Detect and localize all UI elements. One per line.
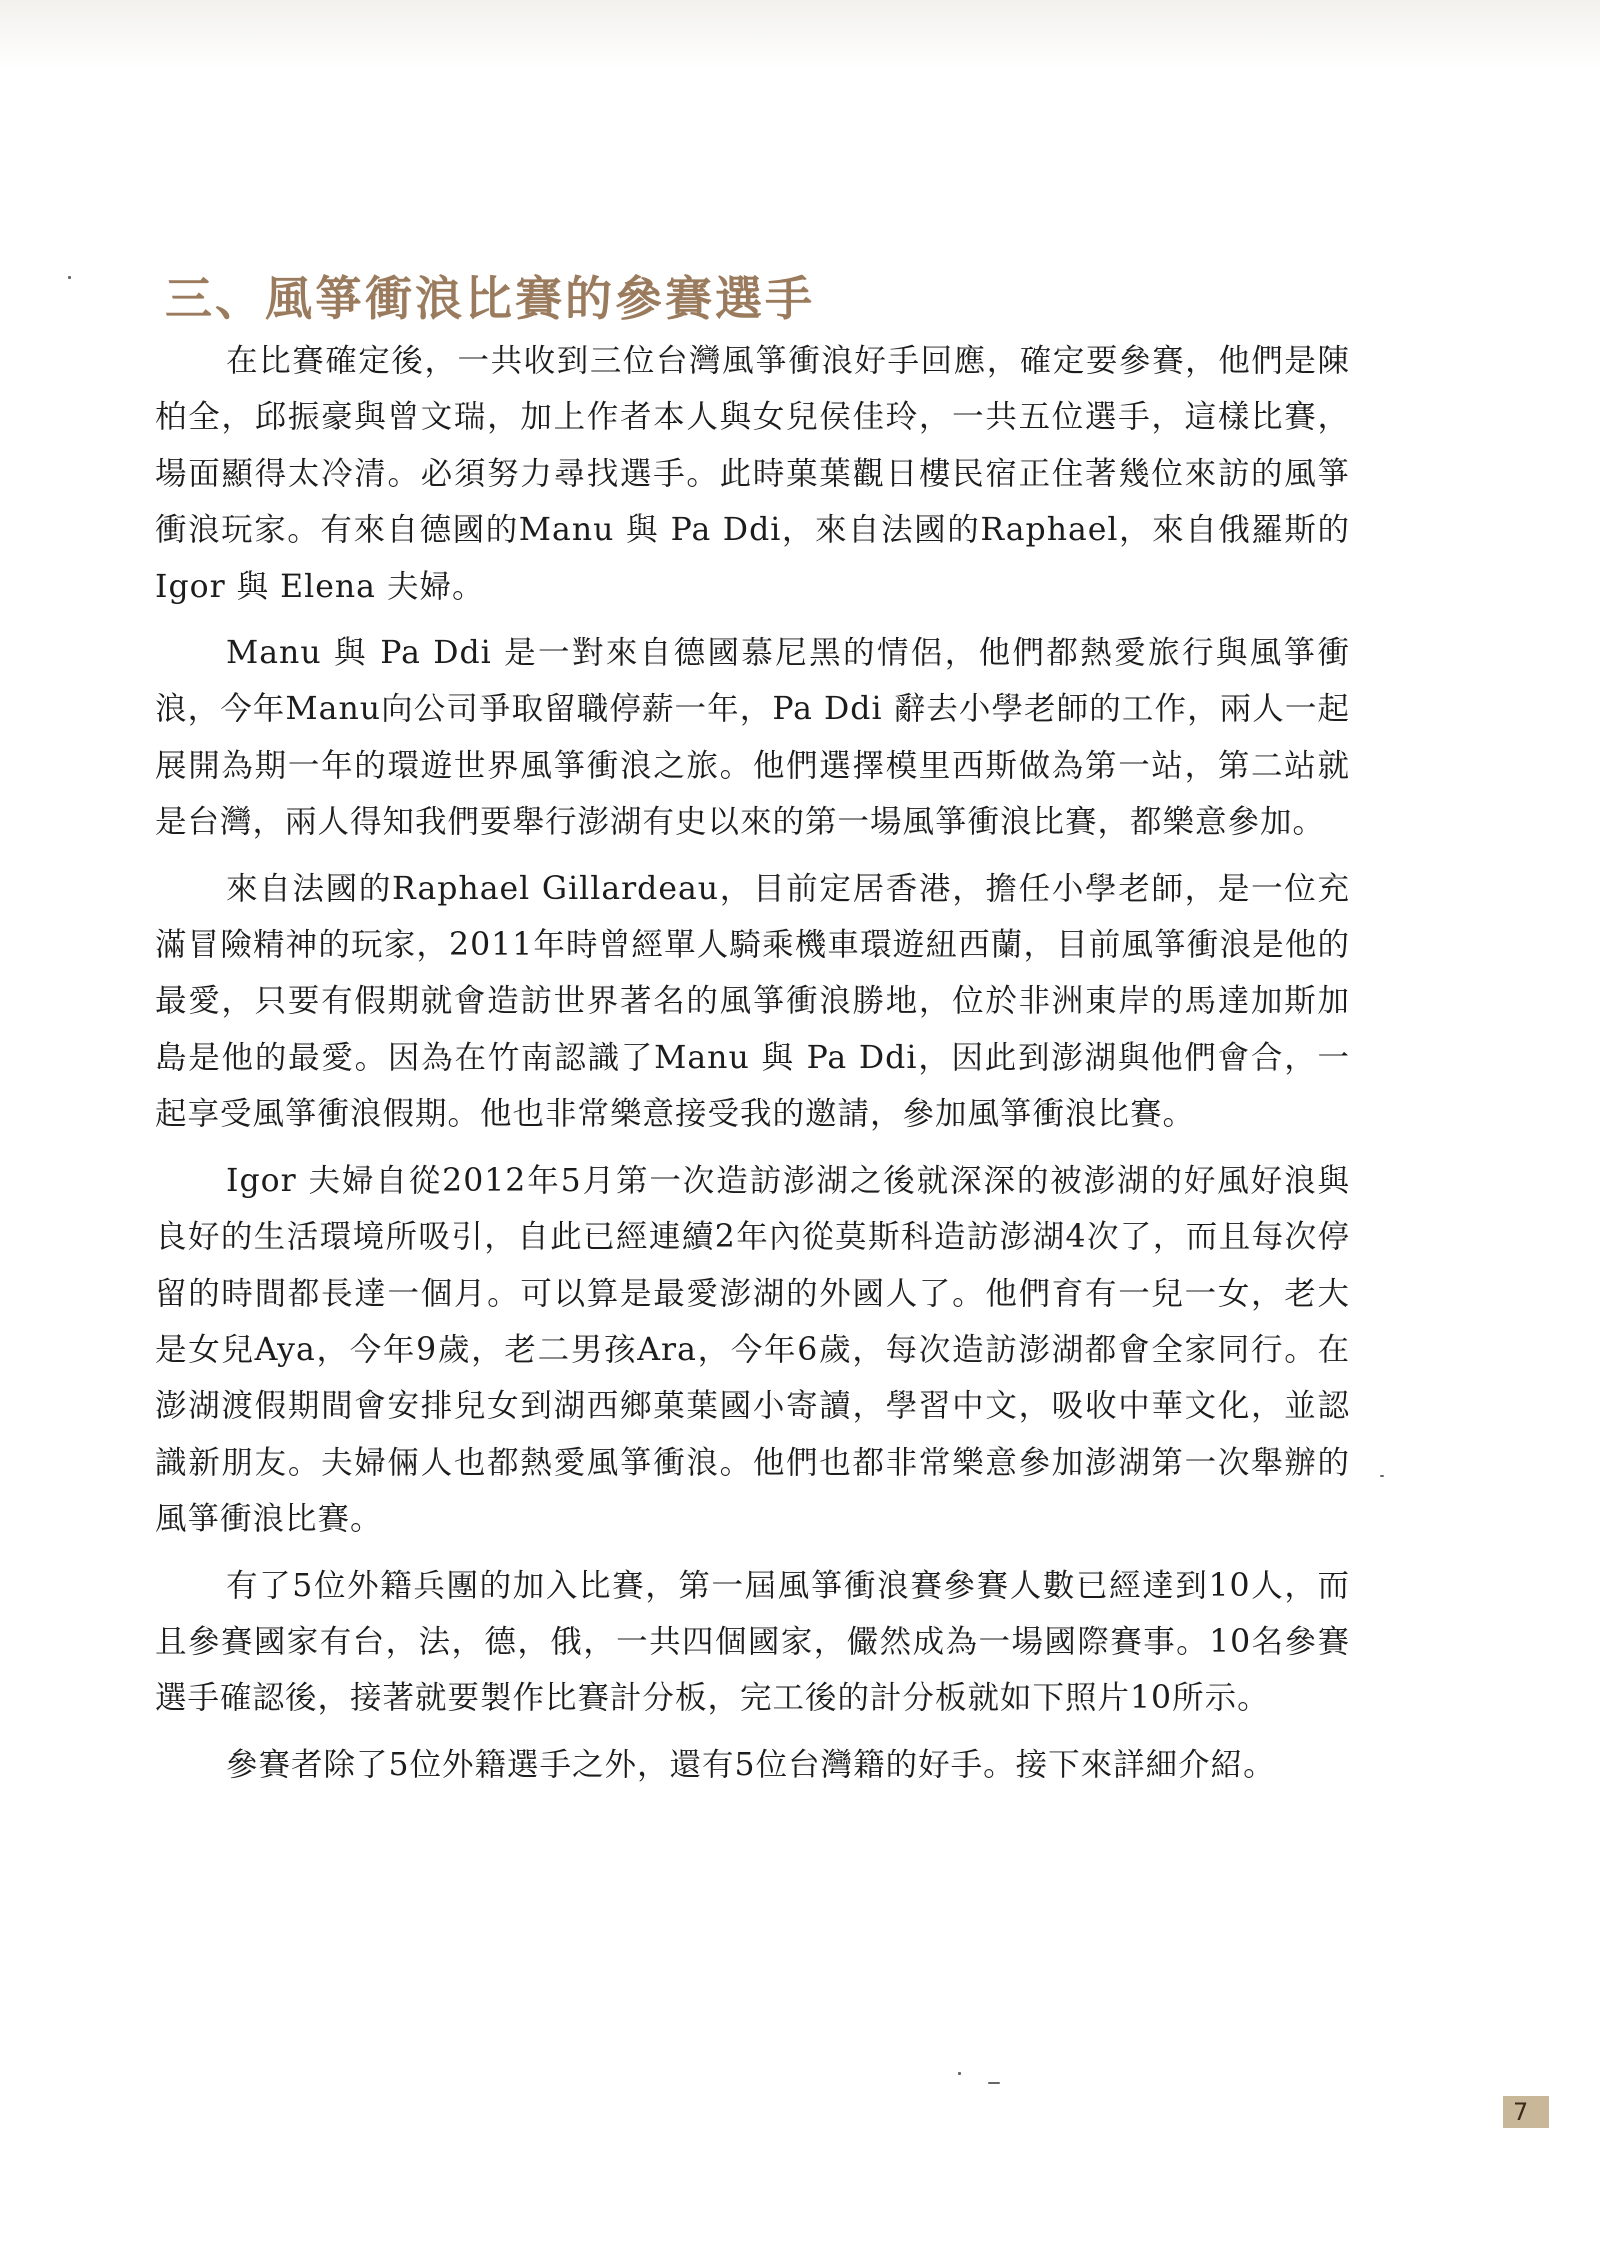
paragraph-2: Manu 與 Pa Ddi 是一對來自德國慕尼黑的情侶，他們都熱愛旅行與風箏衝浪，今年Manu向公司爭取留職停薪一年，Pa Ddi 辭去小學老師的工作，兩人一起展開為期一年的環遊世界風箏衝浪之旅。他們選擇模里西斯做為第一站，第二站就是台灣，兩人得知我們要舉行澎湖有史以來的第一場風箏衝浪比賽，都樂意參加。 (155, 635, 1350, 841)
paragraph-3: 來自法國的Raphael Gillardeau，目前定居香港，擔任小學老師，是一位充滿冒險精神的玩家，2011年時曾經單人騎乘機車環遊紐西蘭，目前風箏衝浪是他的最愛，只要有假期就會造訪世界著名的風箏衝浪勝地，位於非洲東岸的馬達加斯加島是他的最愛。因為在竹南認識了Manu 與 Pa Ddi，因此到澎湖與他們會合，一起享受風箏衝浪假期。他也非常樂意接受我的邀請，參加風箏衝浪比賽。 (155, 870, 1350, 1133)
paragraph-1: 在比賽確定後，一共收到三位台灣風箏衝浪好手回應，確定要參賽，他們是陳柏全，邱振豪與曾文瑞，加上作者本人與女兒侯佳玲，一共五位選手，這樣比賽，場面顯得太冷清。必須努力尋找選手。此時菓葉觀日樓民宿正住著幾位來訪的風箏衝浪玩家。有來自德國的Manu 與 Pa Ddi，來自法國的Raphael，來自俄羅斯的Igor 與 Elena 夫婦。 (155, 343, 1350, 605)
paragraph-5: 有了5位外籍兵團的加入比賽，第一屆風箏衝浪賽參賽人數已經達到10人，而且參賽國家有台，法，德，俄，一共四個國家，儼然成為一場國際賽事。10名參賽選手確認後，接著就要製作比賽計分板，完工後的計分板就如下照片10所示。 (155, 1567, 1350, 1717)
scan-speck (988, 2082, 1000, 2084)
body-text (155, 333, 1350, 1803)
paragraph-6: 參賽者除了5位外籍選手之外，還有5位台灣籍的好手。接下來詳細介紹。 (226, 1746, 1276, 1783)
scan-speck (1380, 1475, 1384, 1477)
paragraph-4: Igor 夫婦自從2012年5月第一次造訪澎湖之後就深深的被澎湖的好風好浪與良好的生活環境所吸引，自此已經連續2年內從莫斯科造訪澎湖4次了，而且每次停留的時間都長達一個月。可以算是最愛澎湖的外國人了。他們育有一兒一女，老大是女兒Aya，今年9歲，老二男孩Ara，今年6歲，每次造訪澎湖都會全家同行。在澎湖渡假期間會安排兒女到湖西鄉菓葉國小寄讀，學習中文，吸收中華文化，並認識新朋友。夫婦倆人也都熱愛風箏衝浪。他們也都非常樂意參加澎湖第一次舉辦的風箏衝浪比賽。 (155, 1162, 1350, 1538)
scan-speck (68, 276, 71, 279)
section-heading: 三、風箏衝浪比賽的參賽選手 (165, 272, 815, 327)
page-number: 7 (1503, 2096, 1549, 2128)
scan-speck (958, 2072, 961, 2075)
